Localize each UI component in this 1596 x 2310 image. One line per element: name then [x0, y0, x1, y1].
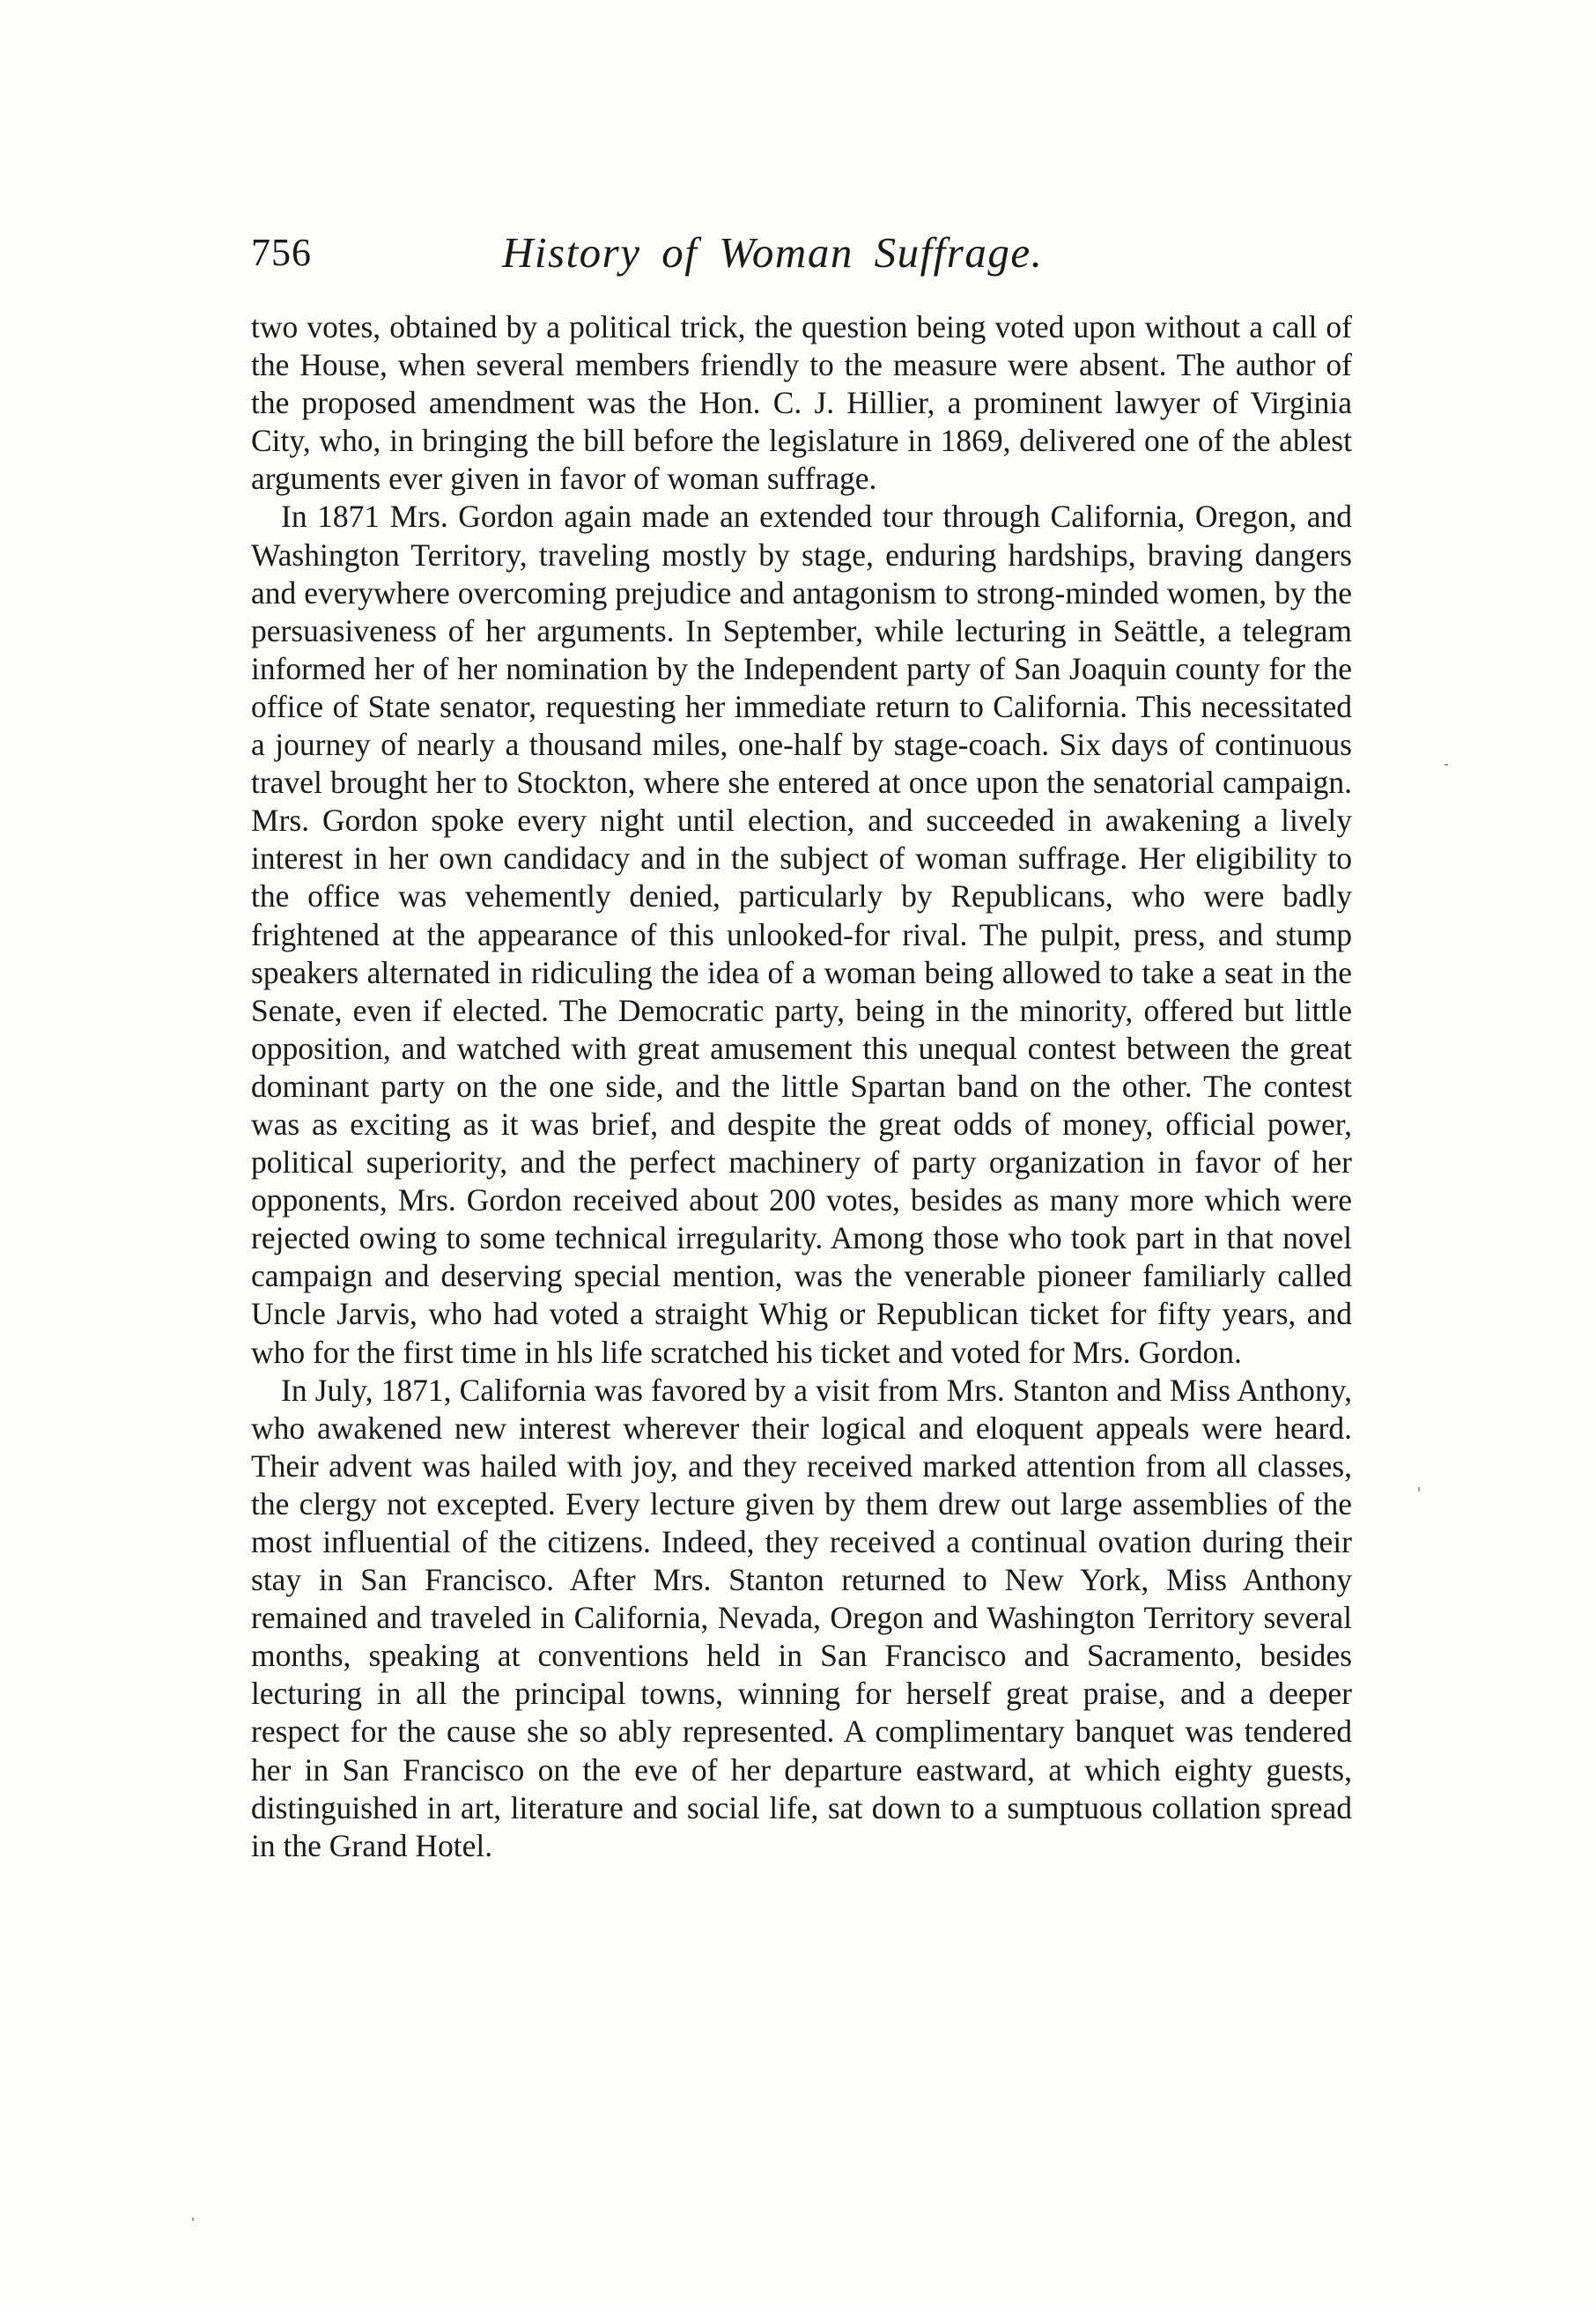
running-title: History of Woman Suffrage. — [502, 228, 1044, 277]
paragraph-stanton-anthony-visit: In July, 1871, California was favored by a visit from Mrs. Stanton and Miss Anthony, who awakened new interest wherever their logical and eloquent appeals were heard. Their advent was hailed with joy, and they received marked attention from all classes, the clergy not excepted. Every lecture given by them drew out large assemblies of the most influential of the citizens. Indeed, they received a continual ovation during their stay in San Francisco. After Mrs. Stanton returned to New York, Miss Anthony remained and traveled in California, Nevada, Oregon and Washington Territory several months, speaking at conventions held in San Francisco and Sacramento, besides lecturing in all the principal towns, winning for herself great praise, and a deeper respect for the cause she so ably represented. A complimentary banquet was tendered her in San Francisco on the eve of her departure eastward, at which eighty guests, distinguished in art, literature and social life, sat down to a sumptuous collation spread in the Grand Hotel. — [251, 1372, 1352, 1863]
body-text — [251, 308, 1352, 1865]
margin-speck — [1445, 764, 1448, 766]
paragraph-continued: two votes, obtained by a political trick, the question being voted upon without a call of the House, when several members friendly to the measure were absent. The author of the proposed amendment was the Hon. C. J. Hillier, a prominent lawyer of Virginia City, who, in bringing the bill before the legislature in 1869, delivered one of the ablest arguments ever given in favor of woman suffrage. — [251, 309, 1352, 497]
margin-speck — [1418, 1487, 1420, 1492]
page-header — [251, 222, 1352, 284]
margin-speck — [192, 2217, 194, 2221]
paragraph-gordon-campaign: In 1871 Mrs. Gordon again made an extended tour through California, Oregon, and Washington Territory, traveling mostly by stage, enduring hardships, braving dangers and everywhere overcoming prejudice and antagonism to strong-minded women, by the persuasiveness of her arguments. In September, while lecturing in Seättle, a telegram informed her of her nomination by the Independent party of San Joaquin county for the office of State senator, requesting her immediate return to California. This necessitated a journey of nearly a thousand miles, one-half by stage-coach. Six days of continuous travel brought her to Stockton, where she entered at once upon the senatorial campaign. Mrs. Gordon spoke every night until election, and succeeded in awakening a lively interest in her own candidacy and in the subject of woman suffrage. Her eligibility to the office was vehemently denied, particularly by Republicans, who were badly frightened at the appearance of this unlooked-for rival. The pulpit, press, and stump speakers alternated in ridiculing the idea of a woman being allowed to take a seat in the Senate, even if elected. The Democratic party, being in the minority, offered but little opposition, and watched with great amusement this unequal contest between the great dominant party on the one side, and the little Spartan band on the other. The contest was as exciting as it was brief, and despite the great odds of money, official power, political superiority, and the perfect machinery of party organization in favor of her opponents, Mrs. Gordon received about 200 votes, besides as many more which were rejected owing to some technical irregularity. Among those who took part in that novel campaign and deserving special mention, was the venerable pioneer familiarly called Uncle Jarvis, who had voted a straight Whig or Republican ticket for fifty years, and who for the first time in hls life scratched his ticket and voted for Mrs. Gordon. — [251, 499, 1352, 1370]
page-number: 756 — [251, 231, 312, 274]
